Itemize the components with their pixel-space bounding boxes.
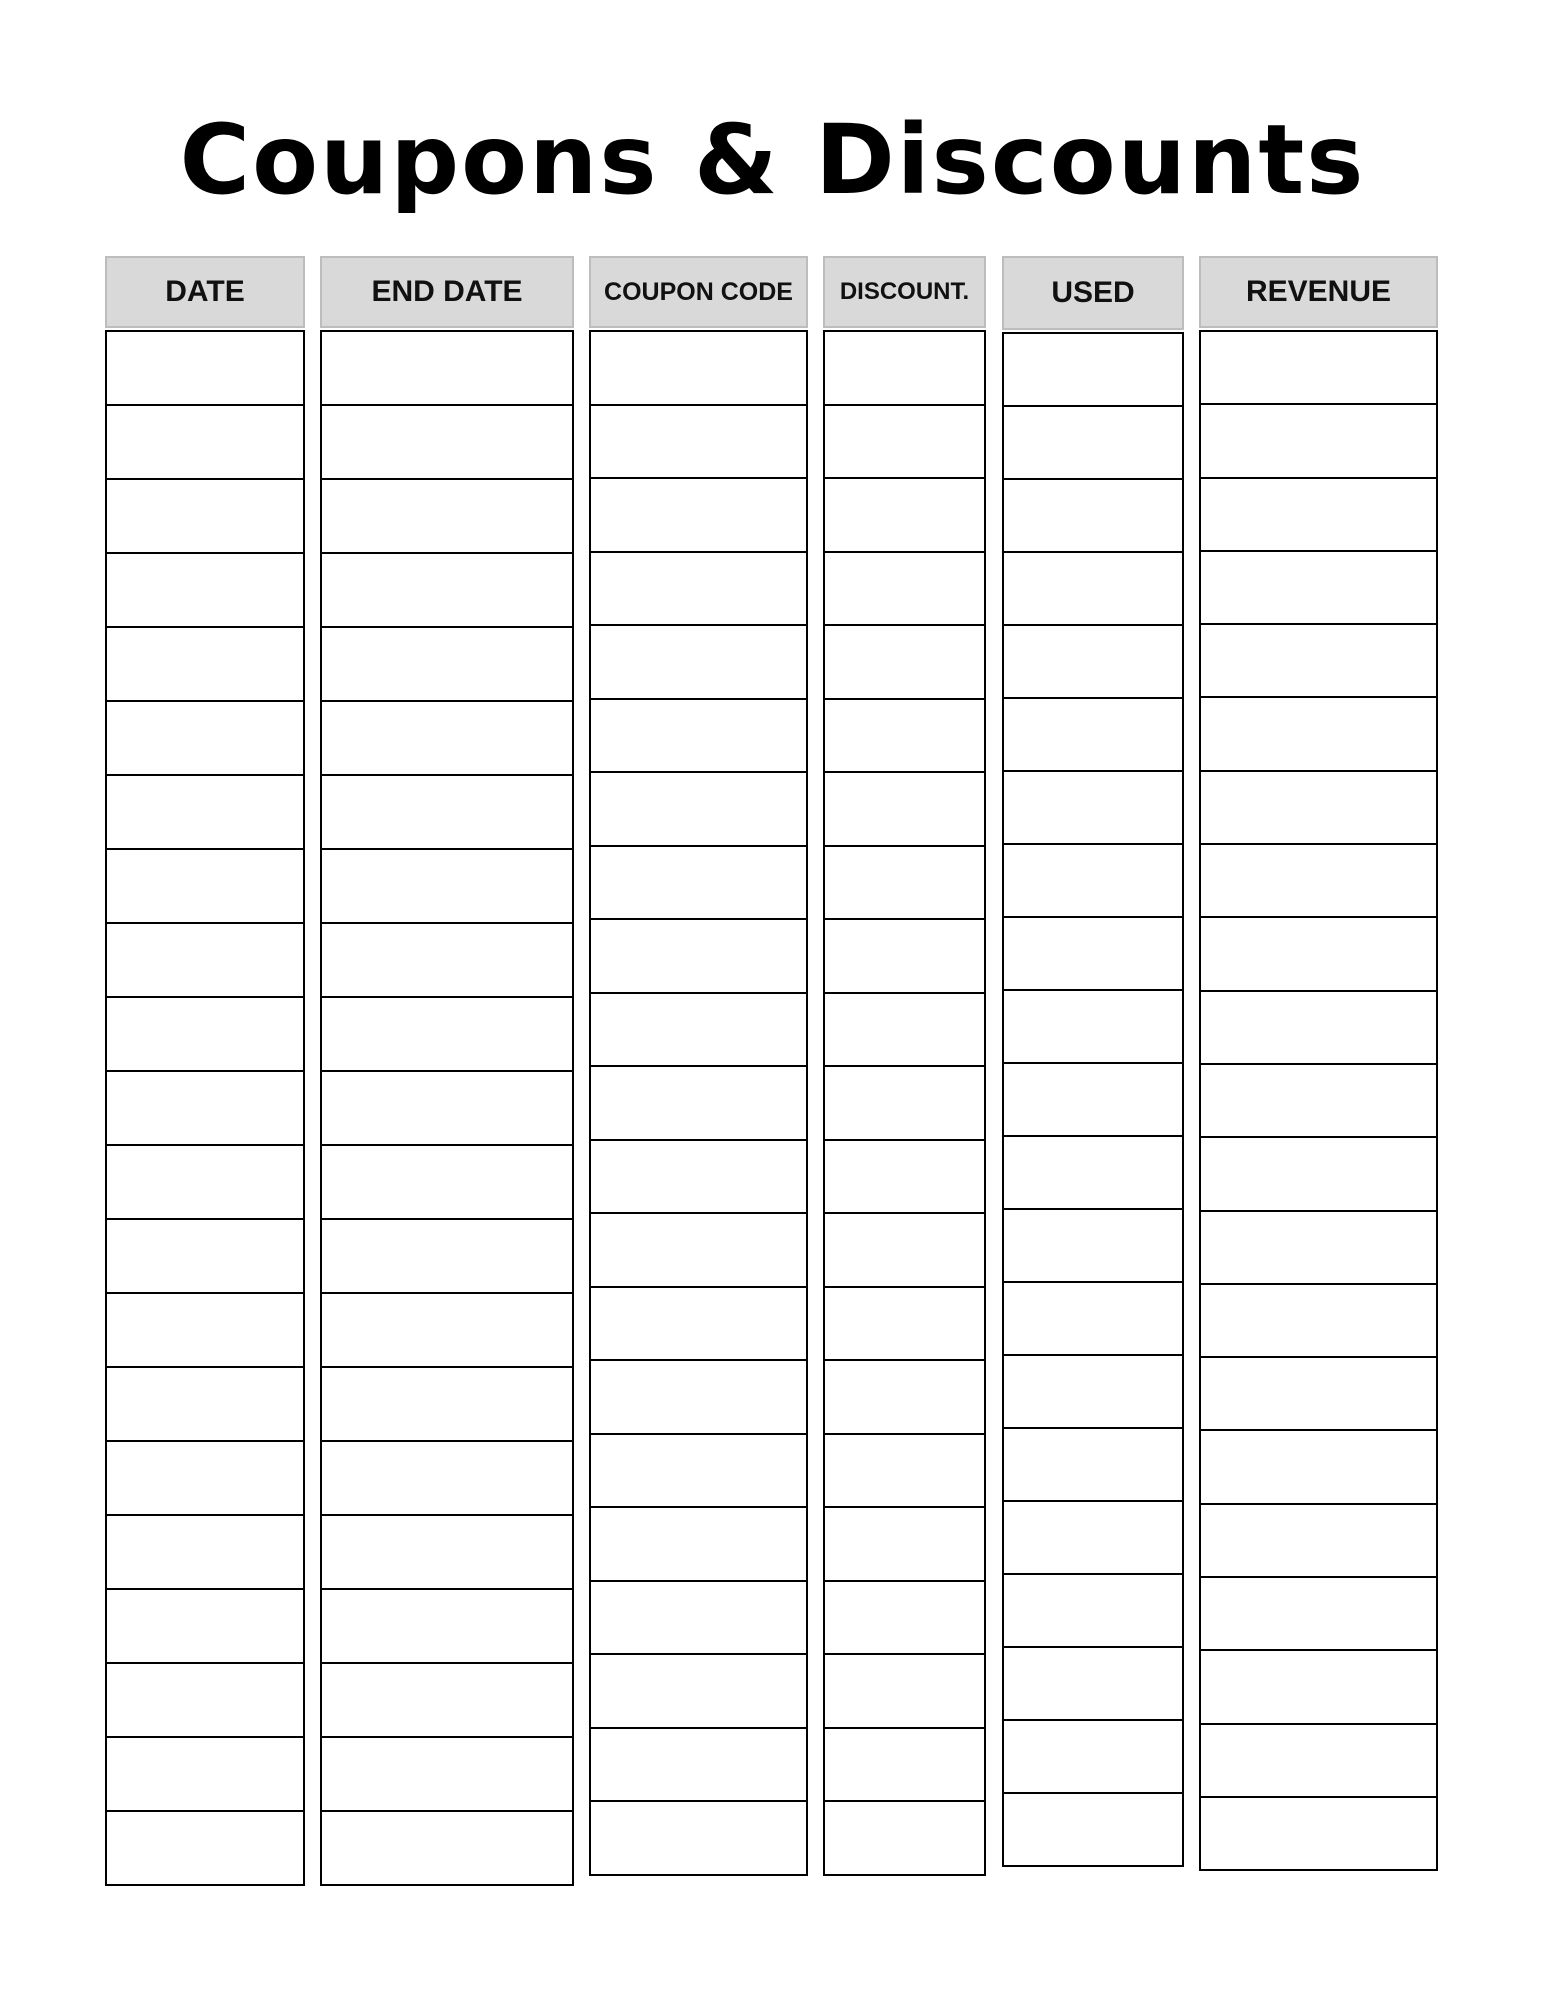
entry-cell[interactable] (1199, 1356, 1438, 1431)
revenue-cells (1199, 330, 1438, 1871)
entry-cell[interactable] (823, 477, 986, 553)
date-column (105, 256, 305, 1886)
entry-cell[interactable] (105, 552, 305, 628)
revenue-header: REVENUE (1199, 256, 1438, 328)
entry-cell[interactable] (1199, 1136, 1438, 1211)
entry-cell[interactable] (1002, 1354, 1184, 1429)
entry-cell[interactable] (105, 1218, 305, 1294)
entry-cell[interactable] (320, 1070, 574, 1146)
entry-cell[interactable] (589, 1506, 808, 1582)
entry-cell[interactable] (105, 1366, 305, 1442)
entry-cell[interactable] (1002, 1208, 1184, 1283)
entry-cell[interactable] (589, 1212, 808, 1288)
entry-cell[interactable] (105, 1588, 305, 1664)
entry-cell[interactable] (1199, 550, 1438, 625)
entry-cell[interactable] (105, 478, 305, 554)
entry-cell[interactable] (320, 1366, 574, 1442)
entry-cell[interactable] (1002, 1646, 1184, 1721)
date-cells (105, 330, 305, 1886)
entry-cell[interactable] (105, 774, 305, 850)
entry-cell[interactable] (105, 1440, 305, 1516)
entry-cell[interactable] (589, 1800, 808, 1876)
entry-cell[interactable] (1002, 1792, 1184, 1867)
entry-cell[interactable] (105, 848, 305, 924)
entry-cell[interactable] (105, 1514, 305, 1590)
entry-cell[interactable] (1002, 1427, 1184, 1502)
end-date-header: END DATE (320, 256, 574, 328)
entry-cell[interactable] (1199, 916, 1438, 991)
entry-cell[interactable] (1002, 624, 1184, 699)
entry-cell[interactable] (823, 1212, 986, 1288)
entry-cell[interactable] (823, 404, 986, 480)
entry-cell[interactable] (1002, 697, 1184, 772)
entry-cell[interactable] (1199, 1796, 1438, 1871)
entry-cell[interactable] (105, 626, 305, 702)
discount-column (823, 256, 986, 1876)
entry-cell[interactable] (1199, 1649, 1438, 1724)
entry-cell[interactable] (589, 624, 808, 700)
entry-cell[interactable] (589, 771, 808, 847)
entry-cell[interactable] (105, 922, 305, 998)
entry-cell[interactable] (320, 478, 574, 554)
entry-cell[interactable] (823, 1653, 986, 1729)
entry-cell[interactable] (589, 845, 808, 921)
used-cells (1002, 332, 1184, 1867)
entry-cell[interactable] (1002, 551, 1184, 626)
entry-cell[interactable] (589, 1286, 808, 1362)
entry-cell[interactable] (823, 551, 986, 627)
entry-cell[interactable] (823, 1286, 986, 1362)
entry-cell[interactable] (589, 551, 808, 627)
entry-cell[interactable] (823, 1433, 986, 1509)
entry-cell[interactable] (823, 1800, 986, 1876)
entry-cell[interactable] (589, 330, 808, 406)
entry-cell[interactable] (823, 624, 986, 700)
entry-cell[interactable] (1199, 477, 1438, 552)
entry-cell[interactable] (1199, 990, 1438, 1065)
entry-cell[interactable] (589, 1653, 808, 1729)
entry-cell[interactable] (1199, 1283, 1438, 1358)
entry-cell[interactable] (589, 1433, 808, 1509)
entry-cell[interactable] (320, 1218, 574, 1294)
entry-cell[interactable] (1002, 1135, 1184, 1210)
entry-cell[interactable] (1002, 478, 1184, 553)
entry-cell[interactable] (589, 1139, 808, 1215)
entry-cell[interactable] (320, 848, 574, 924)
entry-cell[interactable] (1002, 770, 1184, 845)
entry-cell[interactable] (320, 922, 574, 998)
page-title: Coupons & Discounts (179, 104, 1366, 216)
entry-cell[interactable] (1199, 1723, 1438, 1798)
entry-cell[interactable] (105, 1070, 305, 1146)
entry-cell[interactable] (105, 1292, 305, 1368)
discount-cells (823, 330, 986, 1876)
entry-cell[interactable] (823, 1506, 986, 1582)
entry-cell[interactable] (320, 996, 574, 1072)
entry-cell[interactable] (589, 1065, 808, 1141)
entry-cell[interactable] (320, 1810, 574, 1886)
entry-cell[interactable] (1199, 1063, 1438, 1138)
entry-cell[interactable] (320, 1588, 574, 1664)
entry-cell[interactable] (320, 1292, 574, 1368)
entry-cell[interactable] (1199, 696, 1438, 771)
entry-cell[interactable] (823, 330, 986, 406)
entry-cell[interactable] (105, 1144, 305, 1220)
entry-cell[interactable] (1199, 1210, 1438, 1285)
coupon-code-header: COUPON CODE (589, 256, 808, 328)
discount-header: DISCOUNT. (823, 256, 986, 328)
entry-cell[interactable] (589, 477, 808, 553)
entry-cell[interactable] (105, 404, 305, 480)
entry-cell[interactable] (1002, 1719, 1184, 1794)
entry-cell[interactable] (823, 1359, 986, 1435)
entry-cell[interactable] (1002, 1573, 1184, 1648)
entry-cell[interactable] (1002, 1062, 1184, 1137)
entry-cell[interactable] (320, 552, 574, 628)
entry-cell[interactable] (823, 1139, 986, 1215)
entry-cell[interactable] (589, 918, 808, 994)
entry-cell[interactable] (589, 1727, 808, 1803)
entry-cell[interactable] (1199, 330, 1438, 405)
entry-cell[interactable] (1199, 1429, 1438, 1504)
entry-cell[interactable] (589, 1359, 808, 1435)
entry-cell[interactable] (823, 845, 986, 921)
entry-cell[interactable] (1002, 843, 1184, 918)
entry-cell[interactable] (1002, 989, 1184, 1064)
entry-cell[interactable] (1002, 405, 1184, 480)
entry-cell[interactable] (105, 700, 305, 776)
entry-cell[interactable] (823, 771, 986, 847)
entry-cell[interactable] (320, 1736, 574, 1812)
entry-cell[interactable] (1002, 1500, 1184, 1575)
coupon-code-column (589, 256, 808, 1876)
entry-cell[interactable] (105, 330, 305, 406)
entry-cell[interactable] (105, 1736, 305, 1812)
entry-cell[interactable] (823, 1580, 986, 1656)
entry-cell[interactable] (320, 700, 574, 776)
entry-cell[interactable] (105, 1810, 305, 1886)
coupon-code-cells (589, 330, 808, 1876)
entry-cell[interactable] (105, 1662, 305, 1738)
entry-cell[interactable] (320, 1440, 574, 1516)
entry-cell[interactable] (320, 404, 574, 480)
used-header: USED (1002, 256, 1184, 330)
entry-cell[interactable] (823, 1727, 986, 1803)
entry-cell[interactable] (589, 992, 808, 1068)
entry-cell[interactable] (320, 626, 574, 702)
entry-cell[interactable] (1199, 843, 1438, 918)
entry-cell[interactable] (1002, 1281, 1184, 1356)
end-date-column (320, 256, 574, 1886)
entry-cell[interactable] (1002, 916, 1184, 991)
date-header: DATE (105, 256, 305, 328)
entry-cell[interactable] (320, 1662, 574, 1738)
entry-cell[interactable] (589, 698, 808, 774)
used-column (1002, 256, 1184, 1867)
entry-cell[interactable] (105, 996, 305, 1072)
entry-cell[interactable] (1199, 403, 1438, 478)
entry-cell[interactable] (823, 992, 986, 1068)
entry-cell[interactable] (823, 698, 986, 774)
entry-cell[interactable] (320, 1514, 574, 1590)
entry-cell[interactable] (589, 404, 808, 480)
entry-cell[interactable] (1002, 332, 1184, 407)
end-date-cells (320, 330, 574, 1886)
entry-cell[interactable] (320, 1144, 574, 1220)
entry-cell[interactable] (823, 918, 986, 994)
entry-cell[interactable] (1199, 1503, 1438, 1578)
entry-cell[interactable] (1199, 623, 1438, 698)
revenue-column (1199, 256, 1438, 1871)
entry-cell[interactable] (1199, 1576, 1438, 1651)
entry-cell[interactable] (589, 1580, 808, 1656)
entry-cell[interactable] (320, 774, 574, 850)
entry-cell[interactable] (823, 1065, 986, 1141)
entry-cell[interactable] (1199, 770, 1438, 845)
entry-cell[interactable] (320, 330, 574, 406)
